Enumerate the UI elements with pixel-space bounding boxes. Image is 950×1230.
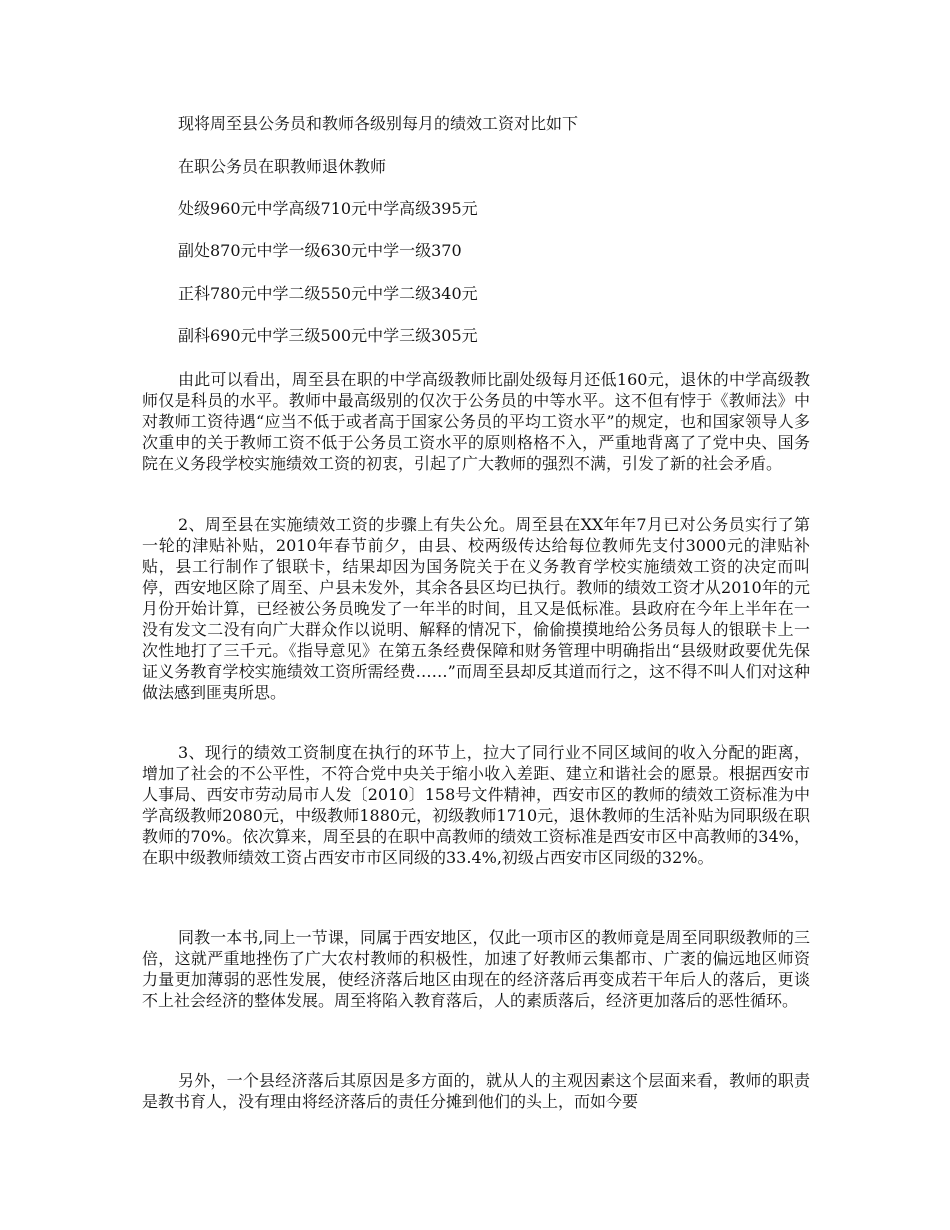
- body-paragraph: 同教一本书,同上一节课，同属于西安地区，仅此一项市区的教师竟是周至同职级教师的三倍，这就严重地挫伤了广大农村教师的积极性，加速了好教师云集都市、广袤的偏远地区师资力量更加薄弱的恶性发展，使经济落后地区由现在的经济落后再变成若干年后人的落后，更谈不上社会经济的整体发展。周至将陷入教育落后，人的素质落后，经济更加落后的恶性循环。: [142, 928, 810, 1010]
- intro-line: 现将周至县公务员和教师各级别每月的绩效工资对比如下: [178, 114, 579, 133]
- table-row-line: 副处870元中学一级630元中学一级370: [178, 241, 462, 260]
- body-paragraph: 另外，一个县经济落后其原因是多方面的，就从人的主观因素这个层面来看，教师的职责是教书育人，没有理由将经济落后的责任分摊到他们的头上，而如今要: [142, 1071, 810, 1111]
- table-row-line: 处级960元中学高级710元中学高级395元: [178, 199, 478, 218]
- body-paragraph: 3、现行的绩效工资制度在执行的环节上，拉大了同行业不同区域间的收入分配的距离，增加了社会的不公平性，不符合党中央关于缩小收入差距、建立和谐社会的愿景。根据西安市人事局、西安市劳动局市人发〔2010〕158号文件精神，西安市区的教师的绩效工资标准为中学高级教师2080元，中级教师1880元，初级教师1710元，退休教师的生活补贴为同职级在职教师的70%。依次算来，周至县的在职中高教师的绩效工资标准是西安市区中高教师的34%，在职中级教师绩效工资占西安市市区同级的33.4%,初级占西安市区同级的32%。: [142, 743, 810, 867]
- body-paragraph: 由此可以看出，周至县在职的中学高级教师比副处级每月还低160元，退休的中学高级教师仅是科员的水平。教师中最高级别的仅次于公务员的中等水平。这不但有悖于《教师法》中对教师工资待遇“应当不低于或者高于国家公务员的平均工资水平”的规定，也和国家领导人多次重申的关于教师工资不低于公务员工资水平的原则格格不入，严重地背离了了党中央、国务院在义务段学校实施绩效工资的初衷，引起了广大教师的强烈不满，引发了新的社会矛盾。: [142, 370, 810, 473]
- table-row-line: 正科780元中学二级550元中学二级340元: [178, 284, 478, 303]
- table-row-line: 副科690元中学三级500元中学三级305元: [178, 326, 478, 345]
- table-header-line: 在职公务员在职教师退休教师: [178, 157, 387, 176]
- body-paragraph: 2、周至县在实施绩效工资的步骤上有失公允。周至县在XX年年7月已对公务员实行了第一轮的津贴补贴，2010年春节前夕，由县、校两级传达给每位教师先支付3000元的津贴补贴，县工行制作了银联卡，结果却因为国务院关于在义务教育学校实施绩效工资的决定而叫停，西安地区除了周至、户县未发外，其余各县区均已执行。教师的绩效工资才从2010年的元月份开始计算，已经被公务员晚发了一年半的时间，且又是低标准。县政府在今年上半年在一没有发文二没有向广大群众作以说明、解释的情况下，偷偷摸摸地给公务员每人的银联卡上一次性地打了三千元。《指导意见》在第五条经费保障和财务管理中明确指出“县级财政要优先保证义务教育学校实施绩效工资所需经费……”而周至县却反其道而行之，这不得不叫人们对这种做法感到匪夷所思。: [142, 515, 810, 702]
